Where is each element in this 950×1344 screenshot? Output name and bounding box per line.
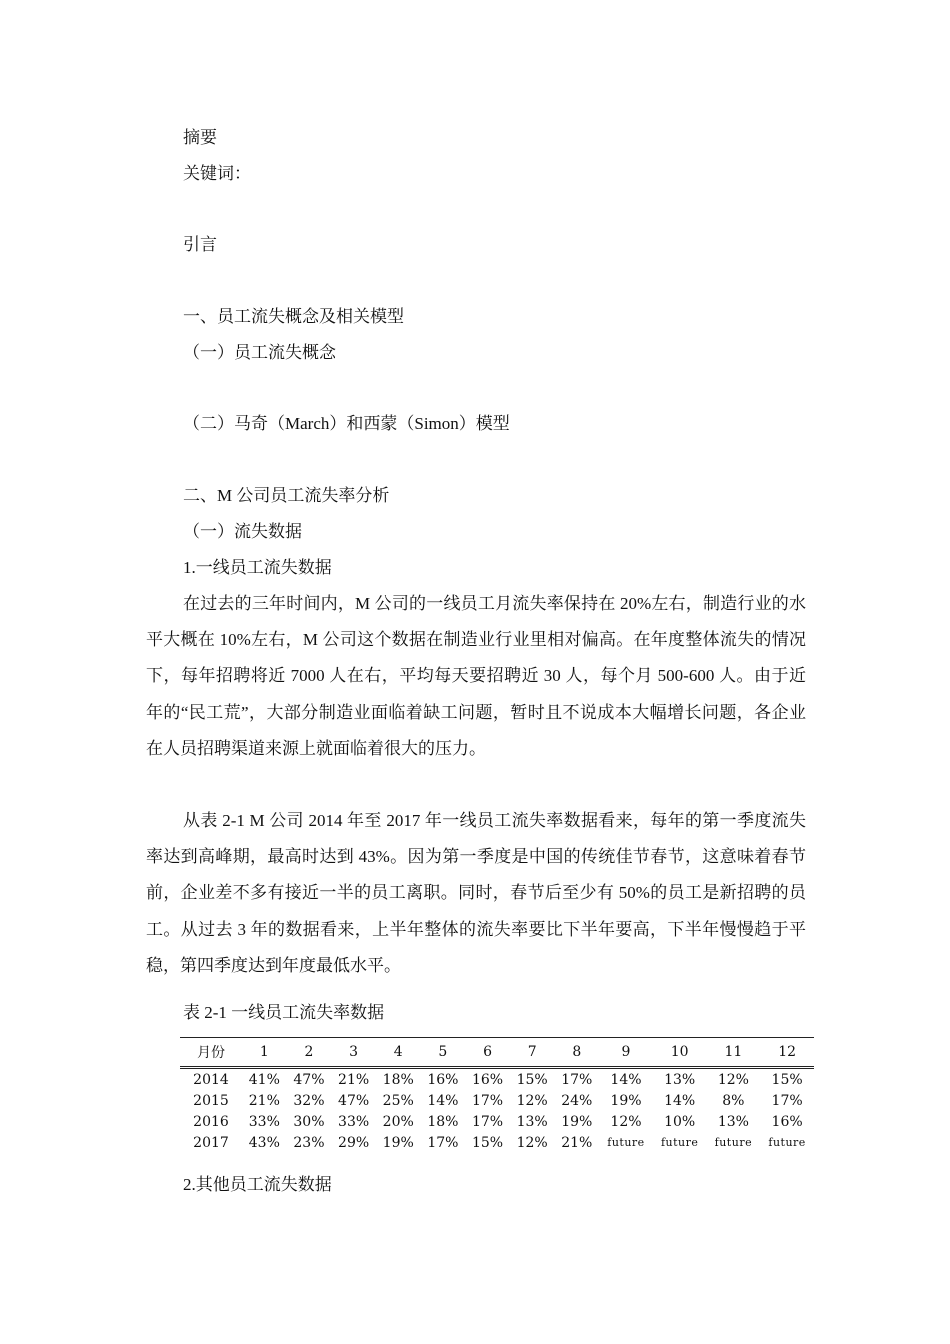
table-cell-year: 2017 [193,1134,229,1151]
table-cell-rate: 21% [561,1134,593,1151]
table-cell-rate: 12% [717,1071,749,1088]
table-cell-year: 2014 [193,1071,229,1088]
section-1-1-heading: （一）员工流失概念 [183,343,336,362]
introduction-heading: 引言 [183,235,217,254]
table-cell-rate: 17% [471,1092,504,1109]
table-header-month: 4 [376,1038,421,1068]
abstract-heading: 摘要 [183,128,217,147]
table-header-month: 3 [331,1038,376,1068]
table-cell-rate: 14% [664,1092,696,1109]
table-cell-rate: 8% [722,1092,745,1109]
table-cell-rate: 25% [382,1092,414,1109]
table-cell-rate: 13% [516,1113,548,1130]
table-row [180,1090,814,1111]
table-cell-rate: 20% [382,1113,414,1130]
body-paragraph-1: 在过去的三年时间内，M 公司的一线员工月流失率保持在 20%左右，制造行业的水平大概在 10%左右，M 公司这个数据在制造业行业里相对偏高。在年度整体流失的情况下，每年招聘将近 7000 人在右，平均每天要招聘近 30 人，每个月 500-600 人。由于近年的“民工荒”，大部分制造业面临着缺工问题，暂时且不说成本大幅增长问题，各企业在人员招聘渠道来源上就面临着很大的压力。 [146,594,806,758]
table-cell-rate: 33% [338,1113,370,1130]
table-header-month: 11 [707,1038,761,1068]
table-cell-rate: 15% [771,1071,803,1088]
table-cell-rate: future [768,1136,806,1149]
table-cell-year: 2015 [193,1092,229,1109]
table-header-month: 9 [599,1038,653,1068]
table-cell-rate: 10% [664,1113,696,1130]
table-cell-rate: 17% [427,1134,459,1151]
body-paragraph-2: 从表 2-1 M 公司 2014 年至 2017 年一线员工流失率数据看来，每年的第一季度流失率达到高峰期，最高时达到 43%。因为第一季度是中国的传统佳节春节，这意味着春节前，企业差不多有接近一半的员工离职。同时，春节后至少有 50%的员工是新招聘的员工。从过去 3 年的数据看来，上半年整体的流失率要比下半年要高，下半年慢慢趋于平稳，第四季度达到年度最低水平。 [146,811,806,975]
table-cell-rate: 32% [293,1092,325,1109]
table-header-month-label: 月份 [180,1038,242,1068]
table-cell-rate: 18% [427,1113,459,1130]
table-cell-rate: 47% [293,1071,325,1088]
table-header-month: 12 [760,1038,814,1068]
section-2-1-heading: （一）流失数据 [183,522,302,541]
table-cell-rate: 21% [338,1071,370,1088]
section-2-heading: 二、M 公司员工流失率分析 [183,486,390,505]
table-header-month: 6 [465,1038,510,1068]
table-cell-rate: 19% [561,1113,593,1130]
table-cell-rate: 43% [248,1134,280,1151]
table-cell-rate: 13% [664,1071,696,1088]
table-cell-rate: future [607,1136,645,1149]
table-header-month: 5 [421,1038,466,1068]
table-cell-rate: 12% [516,1092,548,1109]
table-cell-rate: 23% [293,1134,325,1151]
table-cell-rate: 14% [427,1092,459,1109]
table-cell-rate: 13% [717,1113,749,1130]
table-cell-rate: future [714,1136,753,1149]
table-header-month: 8 [554,1038,599,1068]
table-cell-rate: 41% [248,1071,280,1088]
table-cell-rate: 33% [248,1113,280,1130]
table-cell-rate: 19% [382,1134,414,1151]
table-cell-rate: 17% [561,1071,593,1088]
table-cell-rate: 17% [471,1113,504,1130]
table-cell-rate: 16% [427,1071,459,1088]
table-cell-rate: 24% [561,1092,593,1109]
table-row [180,1132,814,1153]
table-header-month: 7 [510,1038,555,1068]
table-cell-rate: 47% [338,1092,370,1109]
turnover-table [180,1037,814,1153]
table-cell-rate: 18% [382,1071,414,1088]
table-caption: 表 2-1 一线员工流失率数据 [183,1003,385,1022]
section-1-2-heading: （二）马奇（March）和西蒙（Simon）模型 [183,414,510,433]
table-cell-rate: 29% [338,1134,370,1151]
subsection-1-heading: 1.一线员工流失数据 [183,558,332,577]
table-cell-year: 2016 [193,1113,229,1130]
table-cell-rate: 12% [516,1134,548,1151]
table-cell-rate: 17% [771,1092,803,1109]
table-cell-rate: 12% [610,1113,642,1130]
section-1-heading: 一、员工流失概念及相关模型 [183,307,404,326]
table-cell-rate: 14% [610,1071,642,1088]
table-cell-rate: 15% [471,1134,504,1151]
table-cell-rate: 19% [610,1092,642,1109]
table-cell-rate: future [660,1136,699,1149]
table-cell-rate: 16% [471,1071,504,1088]
table-row [180,1111,814,1132]
table-body [180,1068,814,1154]
table-header-month: 2 [287,1038,332,1068]
table-header-row [180,1038,814,1068]
table-row [180,1068,814,1091]
table-cell-rate: 30% [293,1113,325,1130]
table-cell-rate: 16% [771,1113,803,1130]
table-cell-rate: 15% [516,1071,548,1088]
subsection-2-heading: 2.其他员工流失数据 [183,1175,332,1194]
table-cell-rate: 21% [248,1092,280,1109]
table-header-month: 10 [653,1038,707,1068]
keywords-label: 关键词： [183,164,251,183]
table-header-month: 1 [242,1038,287,1068]
